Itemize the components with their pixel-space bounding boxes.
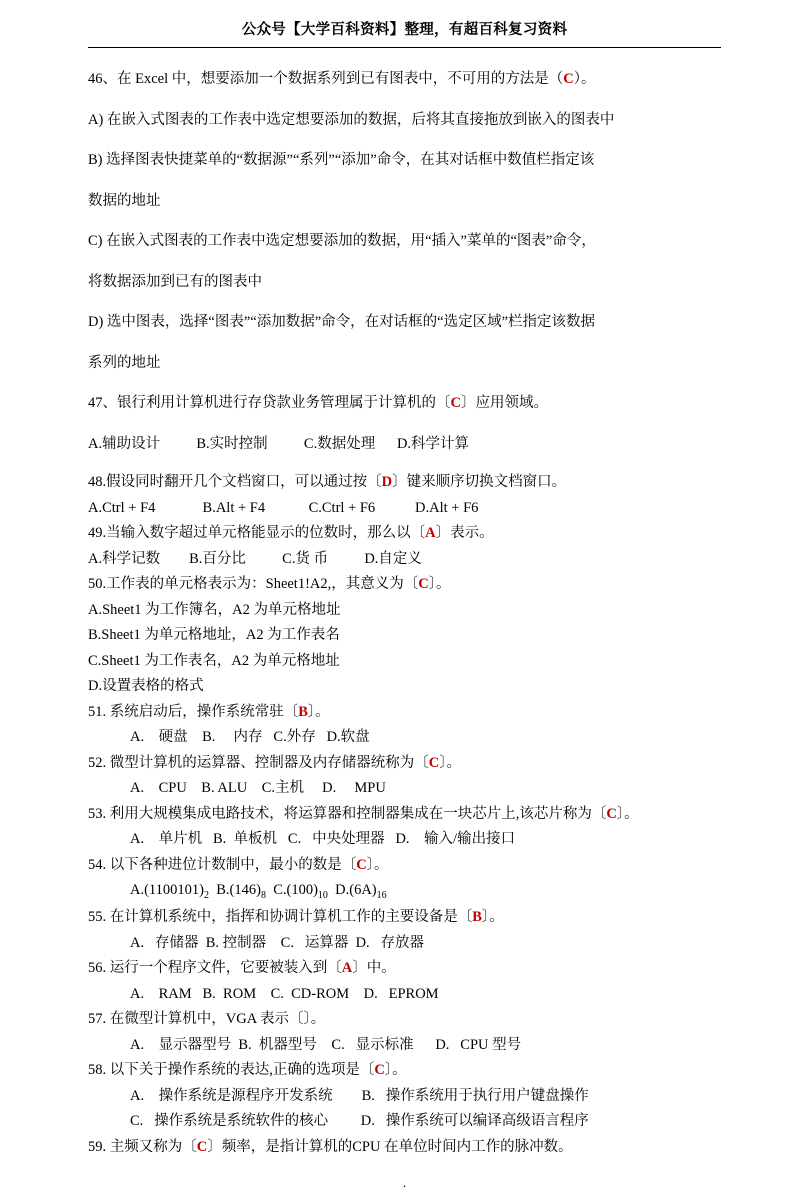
q54-opt-a-base: 2 [203, 890, 209, 902]
q48-stem-post: 〕键来顺序切换文档窗口。 [392, 474, 567, 491]
q50-option-c: C.Sheet1 为工作表名，A2 为单元格地址 [88, 652, 340, 669]
q57-options: A. 显示器型号 B. 机器型号 C. 显示标准 D. CPU 型号 [130, 1036, 522, 1053]
q47-stem-post: 〕应用领域。 [460, 395, 548, 412]
q56-stem-post: 〕中。 [352, 960, 396, 977]
q52-stem-post: 〕。 [439, 754, 461, 771]
q46-option-c: C) 在嵌入式图表的工作表中选定想要添加的数据，用“插入”菜单的“图表”命令， [88, 233, 596, 250]
q58-answer: C [374, 1062, 385, 1079]
q48-stem-pre: 48.假设同时翻开几个文档窗口，可以通过按〔 [88, 474, 382, 491]
document-content [88, 66, 721, 1159]
q54-opt-d-base: 16 [376, 890, 387, 902]
q46-answer: C [563, 71, 574, 87]
q48-options: A.Ctrl + F4 B.Alt + F4 C.Ctrl + F6 D.Alt + F6 [88, 499, 479, 516]
question-56-stem [88, 957, 721, 980]
q48-answer: D [381, 474, 393, 491]
q46-stem-pre: 46、在 Excel 中，想要添加一个数据系列到已有图表中，不可用的方法是（ [88, 71, 564, 87]
q53-options: A. 单片机 B. 单板机 C. 中央处理器 D. 输入/输出接口 [130, 831, 516, 848]
question-55-stem [88, 906, 721, 929]
page-header: 公众号【大学百科资料】整理，有超百科复习资料 [241, 22, 568, 38]
q54-opt-b-base: 8 [260, 890, 266, 902]
question-54-stem [88, 854, 721, 877]
q58-stem-post: 〕。 [384, 1062, 407, 1079]
q54-opt-c-text: C.(100) [265, 882, 318, 899]
q50-stem-post: 〕。 [428, 576, 451, 593]
q47-stem-pre: 47、银行利用计算机进行存贷款业务管理属于计算机的〔 [88, 395, 451, 412]
q56-options: A. RAM B. ROM C. CD-ROM D. EPROM [130, 985, 439, 1002]
q49-stem-post: 〕表示。 [435, 525, 494, 542]
q58-options-row1: A. 操作系统是源程序开发系统 B. 操作系统用于执行用户键盘操作 [130, 1087, 589, 1104]
q54-options [88, 879, 721, 904]
question-53-stem [88, 803, 721, 826]
q50-option-d: D.设置表格的格式 [88, 678, 204, 695]
q51-options: A. 硬盘 B. 内存 C.外存 D.软盘 [130, 729, 370, 746]
q53-stem-post: 〕。 [616, 805, 639, 822]
q54-stem-post: 〕。 [366, 856, 389, 873]
q50-answer: C [418, 576, 429, 593]
q52-options: A. CPU B. ALU C.主机 D. MPU [130, 780, 386, 797]
q58-stem-pre: 58. 以下关于操作系统的表达,正确的选项是〔 [88, 1062, 375, 1079]
question-47-stem [88, 390, 721, 418]
q46-option-d: D) 选中图表，选择“图表”“添加数据”命令，在对话框的“选定区域”栏指定该数据 [88, 314, 596, 331]
q50-option-b: B.Sheet1 为单元格地址，A2 为工作表名 [88, 627, 340, 644]
q56-answer: A [341, 960, 353, 977]
q59-stem-pre: 59. 主频又称为〔 [88, 1138, 197, 1155]
question-52-stem [88, 752, 721, 775]
q46-option-a: A) 在嵌入式图表的工作表中选定想要添加的数据，后将其直接拖放到嵌入的图表中 [88, 111, 615, 128]
q57-stem-post: 〕。 [303, 1011, 326, 1028]
q46-option-c-cont: 将数据添加到已有的图表中 [88, 273, 262, 290]
q59-stem-post: 〕频率，是指计算机的CPU 在单位时间内工作的脉冲数。 [207, 1138, 573, 1155]
question-58-stem [88, 1059, 721, 1082]
q54-opt-a-text: A.(1100101) [130, 882, 204, 899]
q54-opt-c-base: 10 [317, 890, 328, 902]
q49-stem-pre: 49.当输入数字超过单元格能显示的位数时，那么以〔 [88, 525, 426, 542]
q47-options: A.辅助设计 B.实时控制 C.数据处理 D.科学计算 [88, 435, 470, 452]
q49-answer: A [425, 525, 436, 542]
q54-answer: C [356, 856, 367, 873]
q49-options: A.科学记数 B.百分比 C.货 币 D.自定义 [88, 550, 422, 567]
question-46-stem [88, 66, 721, 94]
question-57-stem [88, 1008, 721, 1031]
q54-opt-d-text: D.(6A) [327, 882, 377, 899]
q52-answer: C [428, 754, 440, 771]
question-49-stem [88, 522, 721, 545]
q51-stem-pre: 51. 系统启动后，操作系统常驻〔 [88, 703, 299, 720]
header-divider [88, 47, 721, 48]
q55-answer: B [472, 909, 482, 926]
q58-options-row2: C. 操作系统是系统软件的核心 D. 操作系统可以编译高级语言程序 [130, 1113, 589, 1130]
question-59-stem [88, 1136, 721, 1159]
q54-stem-pre: 54. 以下各种进位计数制中，最小的数是〔 [88, 856, 357, 873]
q53-stem-pre: 53. 利用大规模集成电路技术，将运算器和控制器集成在一块芯片上,该芯片称为〔 [88, 805, 607, 822]
q56-stem-pre: 56. 运行一个程序文件，它要被装入到〔 [88, 960, 342, 977]
q57-stem-pre: 57. 在微型计算机中，VGA 表示〔 [88, 1011, 304, 1028]
q55-stem-pre: 55. 在计算机系统中，指挥和协调计算机工作的主要设备是〔 [88, 909, 473, 926]
q59-answer: C [196, 1138, 208, 1155]
q51-answer: B [298, 703, 308, 720]
question-50-stem [88, 573, 721, 596]
q53-answer: C [606, 805, 617, 822]
question-51-stem [88, 701, 721, 724]
q50-option-a: A.Sheet1 为工作簿名，A2 为单元格地址 [88, 601, 341, 618]
question-47 [88, 390, 721, 458]
q46-option-d-cont: 系列的地址 [88, 354, 161, 371]
q55-stem-post: 〕。 [481, 909, 504, 926]
q47-answer: C [450, 395, 461, 412]
page-footer-mark: . [402, 1175, 407, 1191]
q50-stem-pre: 50.工作表的单元格表示为：Sheet1!A2,，其意义为〔 [88, 576, 419, 593]
q46-option-b-cont: 数据的地址 [88, 192, 161, 209]
question-46 [88, 66, 721, 377]
q52-stem-pre: 52. 微型计算机的运算器、控制器及内存储器统称为〔 [88, 754, 429, 771]
q46-option-b: B) 选择图表快捷菜单的“数据源”“系列”“添加”命令，在其对话框中数值栏指定该 [88, 152, 595, 169]
q46-stem-post: ）。 [573, 71, 596, 87]
question-48-stem [88, 471, 721, 494]
q55-options: A. 存储器 B. 控制器 C. 运算器 D. 存放器 [130, 934, 425, 951]
q54-opt-b-text: B.(146) [208, 882, 261, 899]
q51-stem-post: 〕。 [307, 703, 330, 720]
